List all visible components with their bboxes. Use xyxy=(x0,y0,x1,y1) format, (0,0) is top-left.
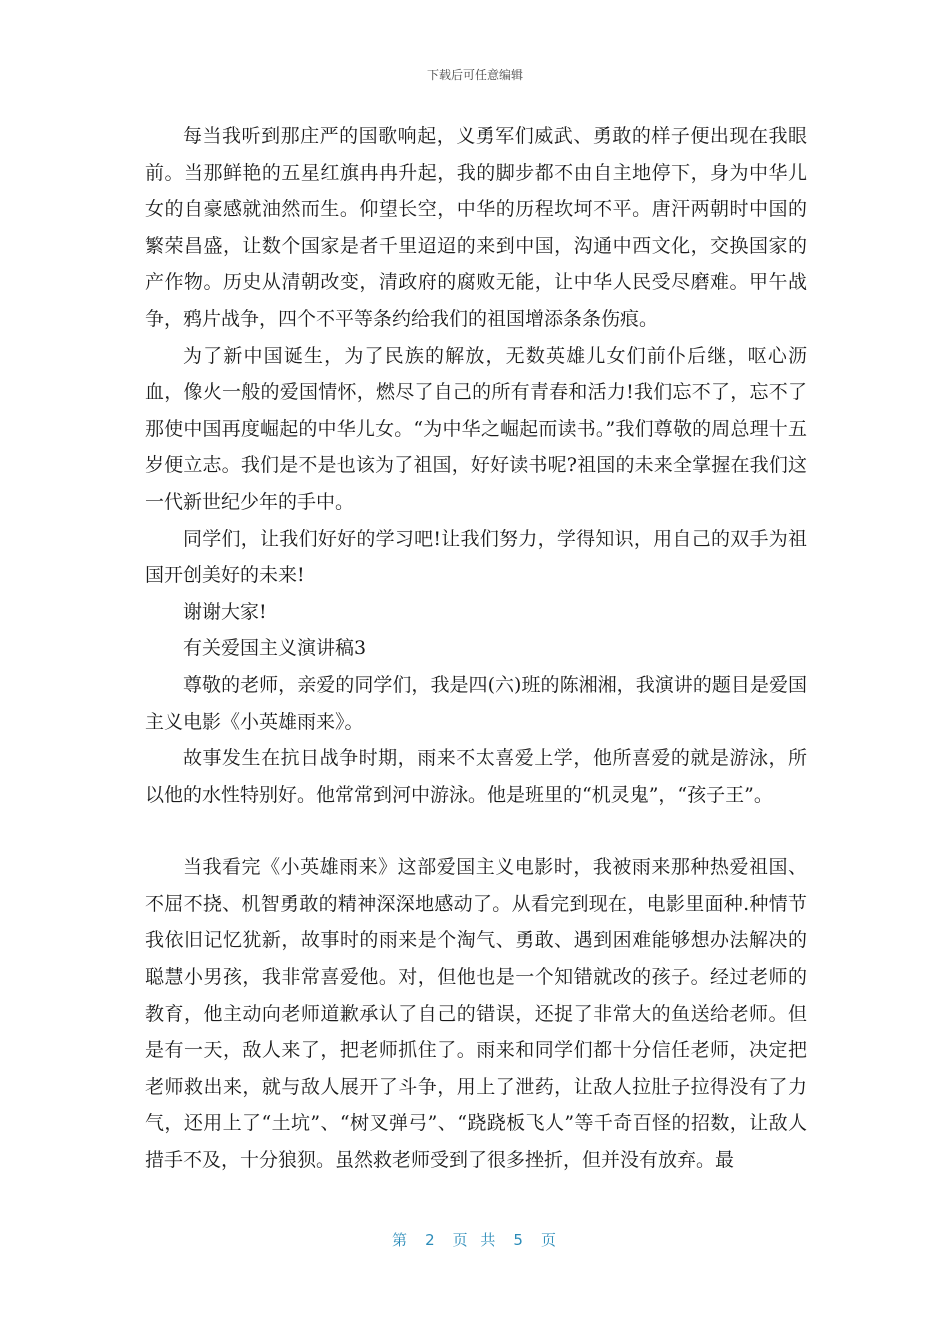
footer-suffix: 页 xyxy=(540,1231,558,1249)
paragraph: 为了新中国诞生，为了民族的解放，无数英雄儿女们前仆后继，呕心沥血，像火一般的爱国情怀，燃尽了自己的所有青春和活力!我们忘不了，忘不了那使中国再度崛起的中华儿女。“为中华之崛起而读书。”我们尊敬的周总理十五岁便立志。我们是不是也该为了祖国，好好读书呢?祖国的未来全掌握在我们这一代新世纪少年的手中。 xyxy=(145,344,807,513)
paragraph: 谢谢大家! xyxy=(183,600,267,623)
page-total: 5 xyxy=(513,1231,525,1249)
paragraph: 当我看完《小英雄雨来》这部爱国主义电影时，我被雨来那种热爱祖国、不屈不挠、机智勇敢的精神深深地感动了。从看完到现在，电影里面种.种情节我依旧记忆犹新，故事时的雨来是个淘气、勇敢、遇到困难能够想办法解决的聪慧小男孩，我非常喜爱他。对，但他也是一个知错就改的孩子。经过老师的教育，他主动向老师道歉承认了自己的错误，还捉了非常大的鱼送给老师。但是有一天，敌人来了，把老师抓住了。雨来和同学们都十分信任老师，决定把老师救出来，就与敌人展开了斗争，用上了泄药，让敌人拉肚子拉得没有了力气，还用上了“土坑”、“树叉弹弓”、“跷跷板飞人”等千奇百怪的招数，让敌人措手不及，十分狼狈。虽然救老师受到了很多挫折，但并没有放弃。最 xyxy=(145,856,807,1172)
paragraph: 故事发生在抗日战争时期，雨来不太喜爱上学，他所喜爱的就是游泳，所以他的水性特别好。他常常到河中游泳。他是班里的“机灵鬼”，“孩子王”。 xyxy=(145,747,807,806)
page-number: 2 xyxy=(425,1231,437,1249)
paragraph: 同学们，让我们好好的学习吧!让我们努力，学得知识，用自己的双手为祖国开创美好的未来! xyxy=(145,527,807,587)
page-header: 下载后可任意编辑 xyxy=(426,68,523,82)
section-heading: 有关爱国主义演讲稿3 xyxy=(183,637,367,660)
footer-prefix: 第 xyxy=(392,1231,410,1249)
page-footer xyxy=(0,1229,950,1250)
paragraph: 尊敬的老师，亲爱的同学们，我是四(六)班的陈湘湘，我演讲的题目是爱国主义电影《小英雄雨来》。 xyxy=(145,673,807,733)
paragraph: 每当我听到那庄严的国歌响起，义勇军们威武、勇敢的样子便出现在我眼前。当那鲜艳的五星红旗冉冉升起，我的脚步都不由自主地停下，身为中华儿女的自豪感就油然而生。仰望长空，中华的历程坎坷不平。唐汗两朝时中国的繁荣昌盛，让数个国家是者千里迢迢的来到中国，沟通中西文化，交换国家的产作物。历史从清朝改变，清政府的腐败无能，让中华人民受尽磨难。甲午战争，鸦片战争，四个不平等条约给我们的祖国增添条条伤痕。 xyxy=(145,125,807,330)
document-body xyxy=(145,118,807,1179)
footer-middle: 页 共 xyxy=(452,1231,498,1249)
